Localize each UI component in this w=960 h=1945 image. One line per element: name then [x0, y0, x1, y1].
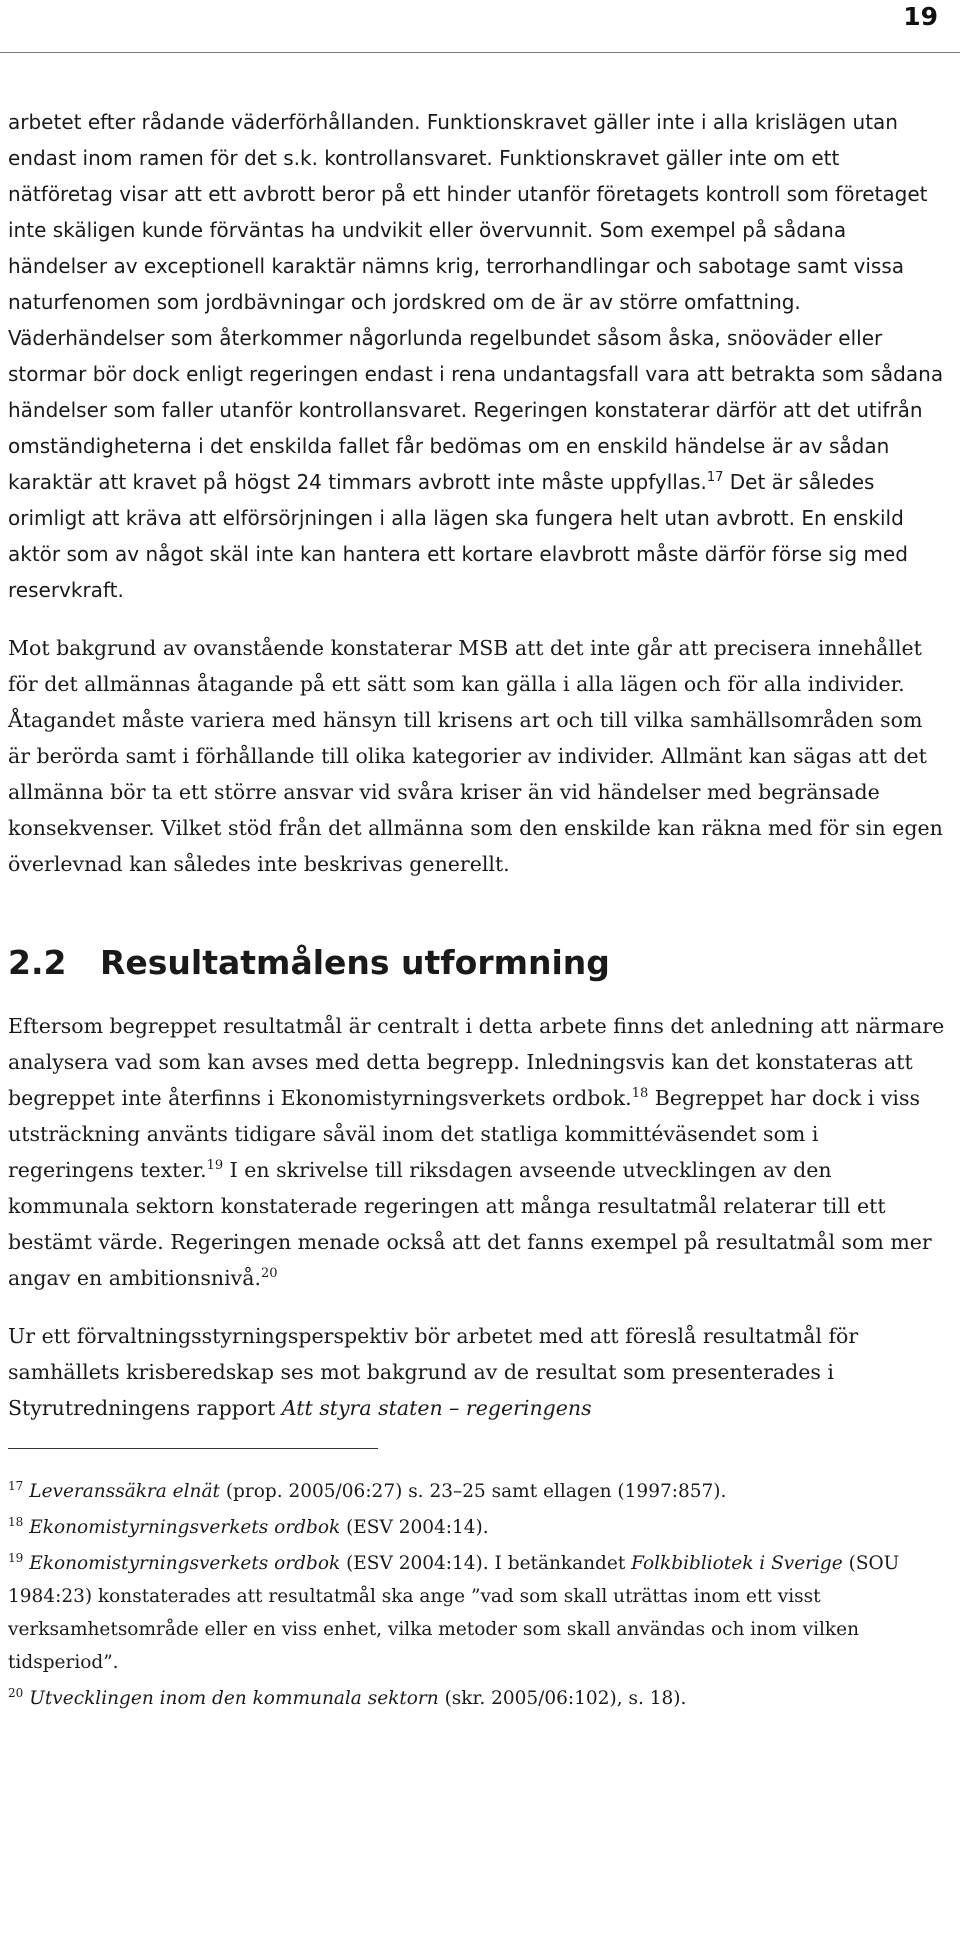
footnote-source-title: Leveranssäkra elnät [29, 1481, 220, 1502]
footnote-separator [8, 1448, 378, 1449]
page-number: 19 [903, 2, 938, 31]
footnote-source-title-2: Folkbibliotek i Sverige [631, 1553, 843, 1574]
section-title: Resultatmålens utformning [100, 943, 610, 982]
section-heading [8, 938, 948, 988]
footnote-ref-18[interactable]: 18 [631, 1086, 649, 1101]
footnote-text: (ESV 2004:14). I betänkandet [340, 1553, 632, 1574]
footnote-text: (prop. 2005/06:27) s. 23–25 samt ellagen (1997:857). [219, 1481, 727, 1502]
paragraph-3-part-b: Begreppet har dock i viss utsträckning använts tidigare såväl inom det statliga kommittéväsendet som i regeringens texter. [8, 1086, 921, 1182]
paragraph-1-part-b: Som exempel på sådana händelser av exceptionell karaktär nämns krig, terrorhandlingar och sabotage samt vissa naturfenomen som jordbävningar och jordskred om de är av större omfattning. Väderhändelser som återkommer någorlunda regelbundet såsom åska, snöoväder eller stormar bör dock enligt regeringen endast i rena undantagsfall vara att betrakta som sådana händelser som faller utanför kontrollansvaret. Regeringen konstaterar därför att det utifrån omständigheterna i det enskilda fallet får bedömas om en enskild händelse är av sådan karaktär att kravet på högst 24 timmars avbrott inte måste uppfyllas. [8, 218, 944, 494]
footnote-19 [8, 1547, 948, 1679]
paragraph-3-part-a: Eftersom begreppet resultatmål är centralt i detta arbete finns det anledning att närmare analysera vad som kan avses med detta begrepp. Inledningsvis kan det konstateras att begreppet inte återfinns i Ekonomistyrningsverkets ordbok. [8, 1014, 945, 1110]
page-content [8, 104, 948, 1718]
footnote-ref-20[interactable]: 20 [261, 1266, 278, 1281]
paragraph-3 [8, 1008, 948, 1296]
section-number: 2.2 [8, 943, 67, 982]
paragraph-1 [8, 104, 948, 608]
footnote-source-title: Ekonomistyrningsverkets ordbok [29, 1553, 341, 1574]
footnote-18 [8, 1511, 948, 1544]
footnote-number: 20 [8, 1686, 24, 1700]
paragraph-1-part-c: Det är således orimligt att kräva att elförsörjningen i alla lägen ska fungera helt utan avbrott. En enskild aktör som av något skäl inte kan hantera ett kortare elavbrott måste därför förse sig med reservkraft. [8, 470, 908, 602]
footnote-text: (ESV 2004:14). [340, 1517, 489, 1538]
footnote-ref-17[interactable]: 17 [706, 470, 724, 485]
paragraph-1-part-a: arbetet efter rådande väderförhållanden. Funktionskravet gäller inte i alla krislägen utan endast inom ramen för det s.k. kontrollansvaret. Funktionskravet gäller inte om ett nätföretag visar att ett avbrott beror på ett hinder utanför företagets kontroll som företaget inte skäligen kunde förväntas ha undvikit eller övervunnit. [8, 110, 928, 242]
footnote-text-2: (SOU 1984:23) konstaterades att resultatmål ska ange ”vad som skall uträttas inom ett visst verksamhetsområde eller en viss enhet, vilka metoder som skall användas och inom vilken tidsperiod”. [8, 1553, 900, 1673]
footnote-number: 17 [8, 1479, 24, 1493]
footnote-number: 18 [8, 1515, 24, 1529]
paragraph-3-part-c: I en skrivelse till riksdagen avseende utvecklingen av den kommunala sektorn konstaterade regeringen att många resultatmål relaterar till ett bestämt värde. Regeringen menade också att det fanns exempel på resultatmål som mer angav en ambitionsnivå. [8, 1158, 932, 1290]
footnote-source-title: Utvecklingen inom den kommunala sektorn [29, 1688, 439, 1709]
footnote-20 [8, 1682, 948, 1715]
footnote-ref-19[interactable]: 19 [206, 1158, 224, 1173]
paragraph-2: Mot bakgrund av ovanstående konstaterar MSB att det inte går att precisera innehållet för det allmännas åtagande på ett sätt som kan gälla i alla lägen och för alla individer. Åtagandet måste variera med hänsyn till krisens art och till vilka samhällsområden som är berörda samt i förhållande till olika kategorier av individer. Allmänt kan sägas att det allmänna bör ta ett större ansvar vid svåra kriser än vid händelser med begränsade konsekvenser. Vilket stöd från det allmänna som den enskilde kan räkna med för sin egen överlevnad kan således inte beskrivas generellt. [8, 636, 943, 876]
footnote-number: 19 [8, 1551, 24, 1565]
page-header [0, 0, 960, 53]
paragraph-4-report-title: Att styra staten – regeringens [281, 1396, 592, 1420]
paragraph-4-text: Ur ett förvaltningsstyrningsperspektiv bör arbetet med att föreslå resultatmål för samhällets krisberedskap ses mot bakgrund av de resultat som presenterades i Styrutredningens rapport [8, 1324, 859, 1420]
footnote-text: (skr. 2005/06:102), s. 18). [438, 1688, 687, 1709]
footnote-17 [8, 1475, 948, 1508]
paragraph-4 [8, 1318, 948, 1426]
footnote-source-title: Ekonomistyrningsverkets ordbok [29, 1517, 341, 1538]
